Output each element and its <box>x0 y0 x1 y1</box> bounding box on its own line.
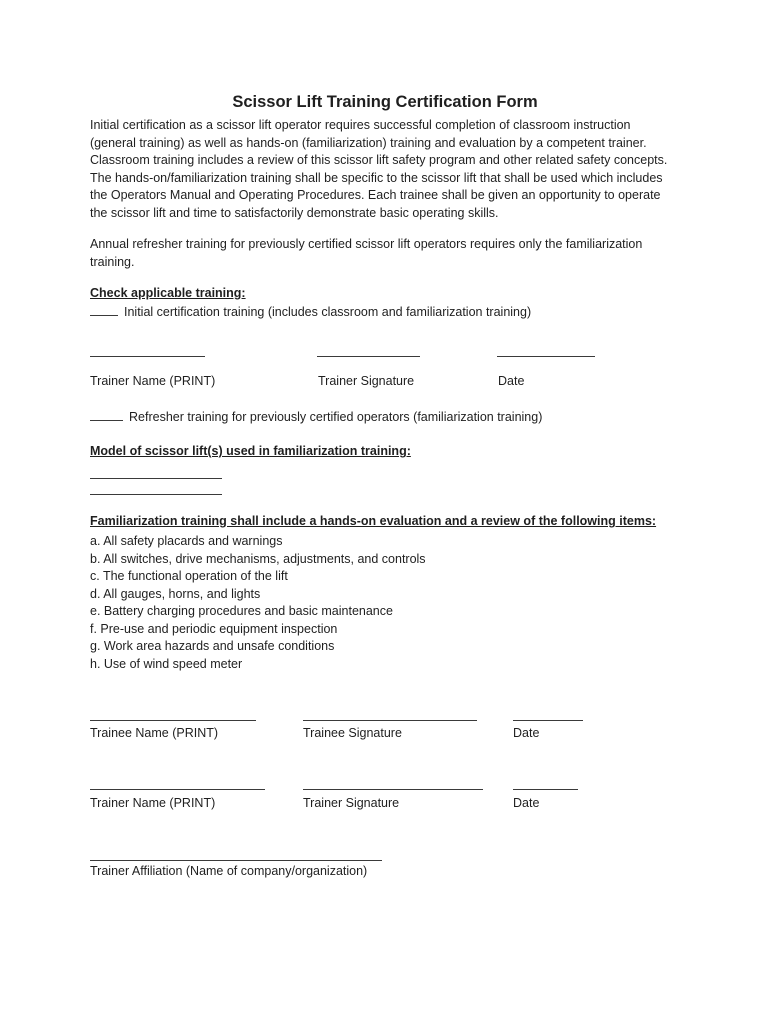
page-title: Scissor Lift Training Certification Form <box>232 93 538 111</box>
trainer-signature-label-bottom: Trainer Signature <box>303 796 400 810</box>
check-training-heading: Check applicable training: <box>90 286 246 300</box>
trainer-name-label-bottom: Trainer Name (PRINT) <box>90 796 216 810</box>
model-entry-line-1[interactable] <box>90 470 222 479</box>
text-line: Annual refresher training for previously certified scissor lift operators requires only the familiarization <box>90 237 643 251</box>
trainer-name-line-top[interactable] <box>90 348 205 357</box>
refresher-training-check-blank[interactable] <box>90 409 123 421</box>
trainee-signature-line[interactable] <box>303 712 477 721</box>
list-item: h. Use of wind speed meter <box>90 656 243 671</box>
familiarization-items-list <box>90 533 426 673</box>
text-line: training. <box>90 254 135 269</box>
trainer-date-line-bottom[interactable] <box>513 781 578 790</box>
trainer-name-label-top: Trainer Name (PRINT) <box>90 374 216 388</box>
refresher-training-option <box>90 409 542 427</box>
list-item: a. All safety placards and warnings <box>90 534 283 548</box>
trainee-date-label: Date <box>513 726 540 740</box>
text-line: Classroom training includes a review of this scissor lift safety program and other related safety concepts. <box>90 153 668 167</box>
trainee-signature-label: Trainee Signature <box>303 726 402 740</box>
list-item: f. Pre-use and periodic equipment inspection <box>90 621 338 636</box>
text-line: Initial certification as a scissor lift operator requires successful completion of classroom instruction <box>90 118 631 132</box>
trainer-date-label-top: Date <box>498 374 525 388</box>
trainer-date-line-top[interactable] <box>497 348 595 357</box>
model-section-heading: Model of scissor lift(s) used in familiarization training: <box>90 444 411 458</box>
refresher-training-option-label: Refresher training for previously certified operators (familiarization training) <box>129 410 543 424</box>
trainer-affiliation-line[interactable] <box>90 852 382 861</box>
trainee-name-line[interactable] <box>90 712 256 721</box>
refresher-note <box>90 236 642 271</box>
text-line: the scissor lift and time to satisfactorily demonstrate basic operating skills. <box>90 205 499 220</box>
trainer-signature-line-top[interactable] <box>317 348 420 357</box>
list-item: d. All gauges, horns, and lights <box>90 586 261 601</box>
model-entry-line-2[interactable] <box>90 486 222 495</box>
trainer-date-label-bottom: Date <box>513 796 540 810</box>
text-line: (general training) as well as hands-on (familiarization) training and evaluation by a competent trainer. <box>90 135 647 150</box>
trainee-name-label: Trainee Name (PRINT) <box>90 726 219 740</box>
initial-training-option-label: Initial certification training (includes classroom and familiarization training) <box>124 305 532 319</box>
trainer-name-line-bottom[interactable] <box>90 781 265 790</box>
trainer-signature-label-top: Trainer Signature <box>318 374 415 388</box>
list-item: g. Work area hazards and unsafe conditions <box>90 639 335 653</box>
list-item: c. The functional operation of the lift <box>90 569 288 583</box>
trainer-signature-line-bottom[interactable] <box>303 781 483 790</box>
text-line: The hands-on/familiarization training shall be specific to the scissor lift that shall be used which includes <box>90 170 663 185</box>
text-line: the Operators Manual and Operating Procedures. Each trainee shall be given an opportunity to operate <box>90 188 661 202</box>
intro-paragraph <box>90 117 667 222</box>
initial-training-check-blank[interactable] <box>90 304 118 316</box>
trainer-affiliation-label: Trainer Affiliation (Name of company/organization) <box>90 864 368 878</box>
familiarization-heading: Familiarization training shall include a hands-on evaluation and a review of the following items: <box>90 514 657 528</box>
trainee-date-line[interactable] <box>513 712 583 721</box>
list-item: b. All switches, drive mechanisms, adjustments, and controls <box>90 551 426 566</box>
initial-training-option <box>90 304 531 322</box>
list-item: e. Battery charging procedures and basic maintenance <box>90 604 393 618</box>
